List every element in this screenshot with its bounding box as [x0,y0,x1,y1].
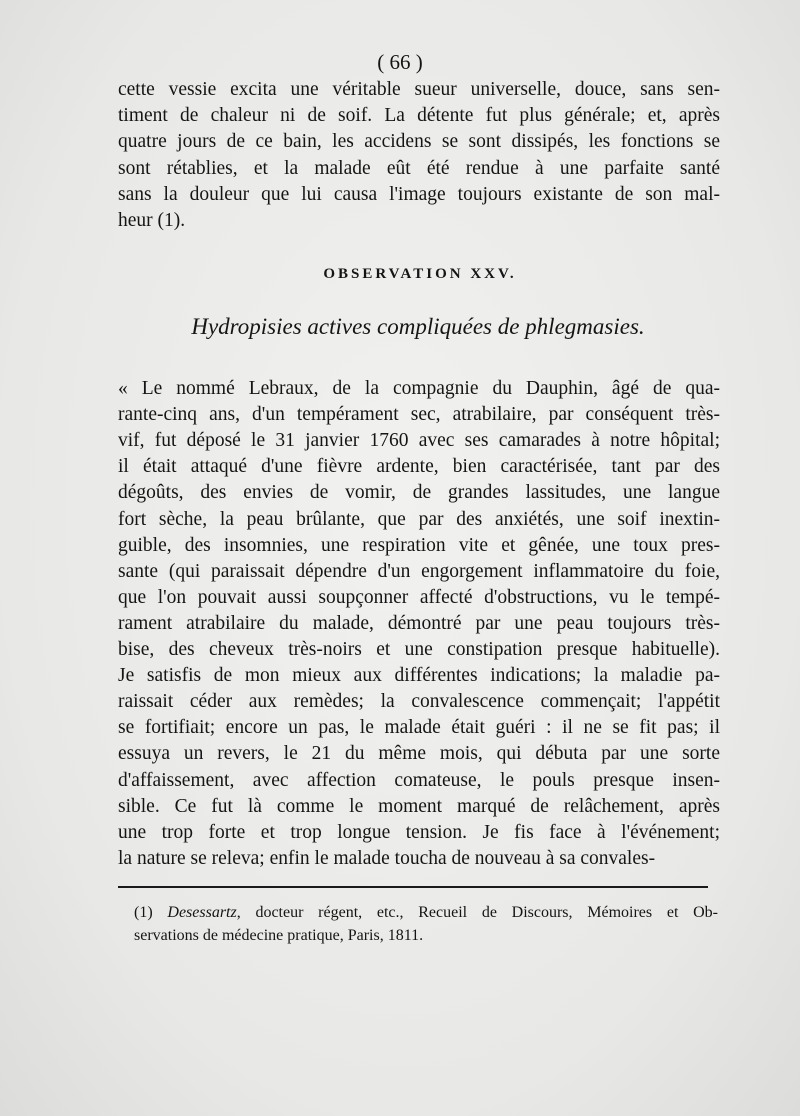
section-title: Hydropisies actives compliquées de phlegmasies. [191,314,645,339]
footnote-divider [118,886,708,888]
text-line: vif, fut déposé le 31 janvier 1760 avec ses camarades à notre hôpital; [118,430,720,452]
text-line: quatre jours de ce bain, les accidens se sont dissipés, les fonctions se [118,131,720,153]
text-line: il était attaqué d'une fièvre ardente, bien caractérisée, tant par des [118,456,720,478]
text-line: sont rétablies, et la malade eût été rendue à une parfaite santé [118,157,720,179]
text-line: rament atrabilaire du malade, démontré par une peau toujours très- [118,612,720,634]
text-line: cette vessie excita une véritable sueur universelle, douce, sans sen- [118,79,720,100]
text-line: d'affaissement, avec affection comateuse, le pouls presque insen- [118,769,720,791]
text-line: timent de chaleur ni de soif. La détente fut plus générale; et, après [118,105,720,127]
text-line: sans la douleur que lui causa l'image toujours existante de son mal- [118,183,720,205]
text-line: sante (qui paraissait dépendre d'un engorgement inflammatoire du foie, [118,560,720,582]
text-line: guible, des insomnies, une respiration vite et gênée, une toux pres- [118,534,720,556]
footnote-marker: (1) [134,904,153,921]
text-line: bise, des cheveux très-noirs et une constipation presque habituelle). [118,639,720,660]
text-line: fort sèche, la peau brûlante, que par des anxiétés, une soif inextin- [118,508,720,530]
text-line: essuya un revers, le 21 du même mois, qui débuta par une sorte [118,743,720,765]
text-line: dégoûts, des envies de vomir, de grandes lassitudes, une langue [118,482,720,504]
page-number: ( 66 ) [377,50,423,74]
observation-heading: OBSERVATION XXV. [323,266,517,282]
text-line: Je satisfis de mon mieux aux différentes indications; la maladie pa- [118,665,720,687]
footnote-line-2: servations de médecine pratique, Paris, 1811. [134,927,424,944]
text-line: raissait céder aux remèdes; la convalescence commençait; l'appétit [118,691,720,713]
text-line: une trop forte et trop longue tension. Je fis face à l'événement; [118,821,720,843]
text-line: que l'on pouvait aussi soupçonner affecté d'obstructions, vu le tempé- [118,586,720,608]
text-line: rante-cinq ans, d'un tempérament sec, atrabilaire, par conséquent très- [118,404,720,426]
text-line: se fortifiait; encore un pas, le malade était guéri : il ne se fit pas; il [118,717,720,739]
text-line: la nature se releva; enfin le malade toucha de nouveau à sa convales- [118,847,656,869]
text-line: sible. Ce fut là comme le moment marqué de relâchement, après [118,795,720,817]
footnote-author: Desessartz [167,904,237,921]
text-line: « Le nommé Lebraux, de la compagnie du Dauphin, âgé de qua- [118,378,720,399]
footnote-line-1 [134,902,718,924]
footnote-citation: , docteur régent, etc., Recueil de Discours, Mémoires et Ob- [236,904,719,921]
text-line: heur (1). [118,210,186,231]
